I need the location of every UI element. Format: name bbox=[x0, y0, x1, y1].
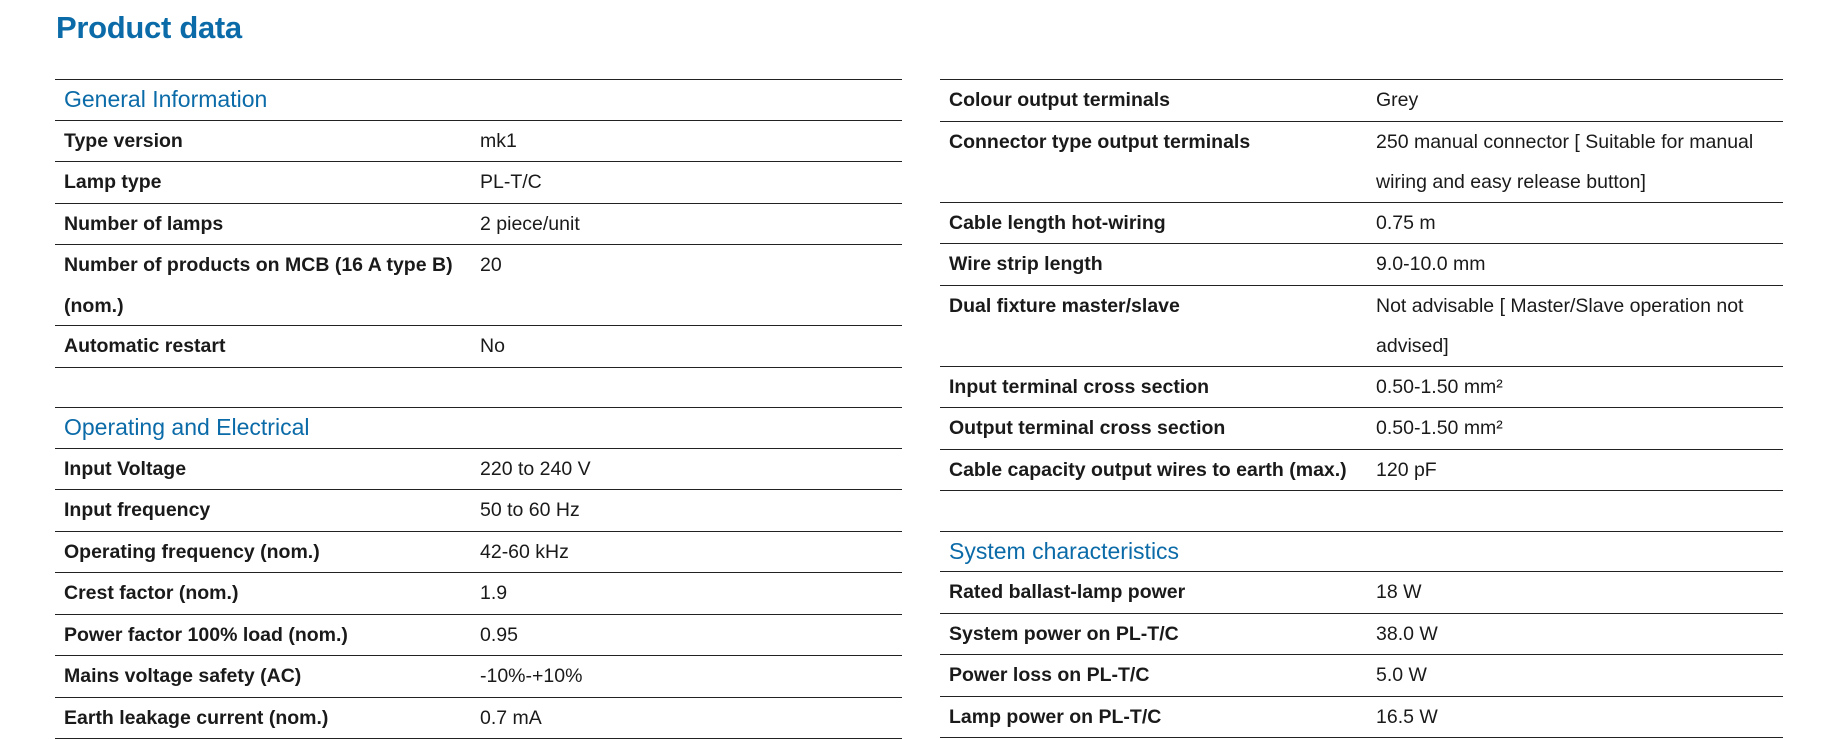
spec-value: Grey bbox=[1376, 80, 1781, 121]
spec-label: Wire strip length bbox=[940, 244, 1376, 285]
spec-row bbox=[55, 489, 902, 531]
spec-value: 0.50-1.50 mm² bbox=[1376, 408, 1781, 449]
spec-row bbox=[55, 614, 902, 656]
spec-label: Number of products on MCB (16 A type B) (nom.) bbox=[55, 245, 480, 325]
left-spec-table bbox=[55, 79, 902, 739]
spec-label: Number of lamps bbox=[55, 204, 480, 245]
spec-label: Lamp power on PL-T/C bbox=[940, 697, 1376, 738]
right-spec-table bbox=[940, 79, 1783, 738]
spec-label: Power factor 100% load (nom.) bbox=[55, 615, 480, 656]
spec-row bbox=[55, 161, 902, 203]
spec-row bbox=[940, 654, 1783, 696]
spec-row bbox=[55, 655, 902, 697]
spec-row bbox=[940, 613, 1783, 655]
spec-label: Connector type output terminals bbox=[940, 122, 1376, 202]
spec-value: 38.0 W bbox=[1376, 614, 1781, 655]
spec-value: PL-T/C bbox=[480, 162, 900, 203]
spec-row bbox=[55, 448, 902, 490]
section-header-general: General Information bbox=[55, 79, 902, 120]
spec-row bbox=[940, 285, 1783, 366]
section-spacer bbox=[940, 490, 1783, 531]
spec-value: 2 piece/unit bbox=[480, 204, 900, 245]
spec-row bbox=[940, 121, 1783, 202]
spec-value: 16.5 W bbox=[1376, 697, 1781, 738]
spec-value: 0.7 mA bbox=[480, 698, 900, 739]
spec-row bbox=[940, 243, 1783, 285]
spec-label: Colour output terminals bbox=[940, 80, 1376, 121]
spec-value: 0.50-1.50 mm² bbox=[1376, 367, 1781, 408]
spec-row bbox=[55, 120, 902, 162]
spec-value: 0.95 bbox=[480, 615, 900, 656]
spec-label: Automatic restart bbox=[55, 326, 480, 367]
spec-row bbox=[940, 696, 1783, 739]
spec-row bbox=[940, 202, 1783, 244]
spec-value: Not advisable [ Master/Slave operation not advised] bbox=[1376, 286, 1781, 366]
spec-label: Cable length hot-wiring bbox=[940, 203, 1376, 244]
spec-label: Earth leakage current (nom.) bbox=[55, 698, 480, 739]
spec-label: Output terminal cross section bbox=[940, 408, 1376, 449]
page-title: Product data bbox=[56, 10, 242, 46]
spec-value: 1.9 bbox=[480, 573, 900, 614]
spec-value: 50 to 60 Hz bbox=[480, 490, 900, 531]
spec-value: No bbox=[480, 326, 900, 367]
section-header-system: System characteristics bbox=[940, 531, 1783, 572]
spec-row bbox=[940, 407, 1783, 449]
spec-label: Type version bbox=[55, 121, 480, 162]
spec-value: 250 manual connector [ Suitable for manual wiring and easy release button] bbox=[1376, 122, 1781, 202]
spec-value: 20 bbox=[480, 245, 900, 325]
spec-label: System power on PL-T/C bbox=[940, 614, 1376, 655]
spec-value: 5.0 W bbox=[1376, 655, 1781, 696]
spec-label: Mains voltage safety (AC) bbox=[55, 656, 480, 697]
spec-label: Input frequency bbox=[55, 490, 480, 531]
spec-label: Input Voltage bbox=[55, 449, 480, 490]
spec-label: Crest factor (nom.) bbox=[55, 573, 480, 614]
spec-value: 18 W bbox=[1376, 572, 1781, 613]
spec-row bbox=[55, 531, 902, 573]
spec-value: -10%-+10% bbox=[480, 656, 900, 697]
spec-label: Input terminal cross section bbox=[940, 367, 1376, 408]
spec-row bbox=[940, 79, 1783, 121]
spec-value: 0.75 m bbox=[1376, 203, 1781, 244]
spec-value: 120 pF bbox=[1376, 450, 1781, 491]
spec-value: 220 to 240 V bbox=[480, 449, 900, 490]
spec-label: Power loss on PL-T/C bbox=[940, 655, 1376, 696]
spec-label: Rated ballast-lamp power bbox=[940, 572, 1376, 613]
spec-value: 42-60 kHz bbox=[480, 532, 900, 573]
spec-row bbox=[940, 449, 1783, 491]
section-header-operating: Operating and Electrical bbox=[55, 407, 902, 448]
spec-row bbox=[940, 366, 1783, 408]
spec-row bbox=[55, 244, 902, 325]
spec-value: 9.0-10.0 mm bbox=[1376, 244, 1781, 285]
section-spacer bbox=[55, 367, 902, 408]
spec-value: mk1 bbox=[480, 121, 900, 162]
spec-label: Lamp type bbox=[55, 162, 480, 203]
spec-row bbox=[55, 203, 902, 245]
spec-row bbox=[55, 325, 902, 367]
spec-label: Cable capacity output wires to earth (max.) bbox=[940, 450, 1376, 491]
spec-row bbox=[55, 572, 902, 614]
spec-row bbox=[940, 571, 1783, 613]
spec-label: Dual fixture master/slave bbox=[940, 286, 1376, 366]
spec-label: Operating frequency (nom.) bbox=[55, 532, 480, 573]
